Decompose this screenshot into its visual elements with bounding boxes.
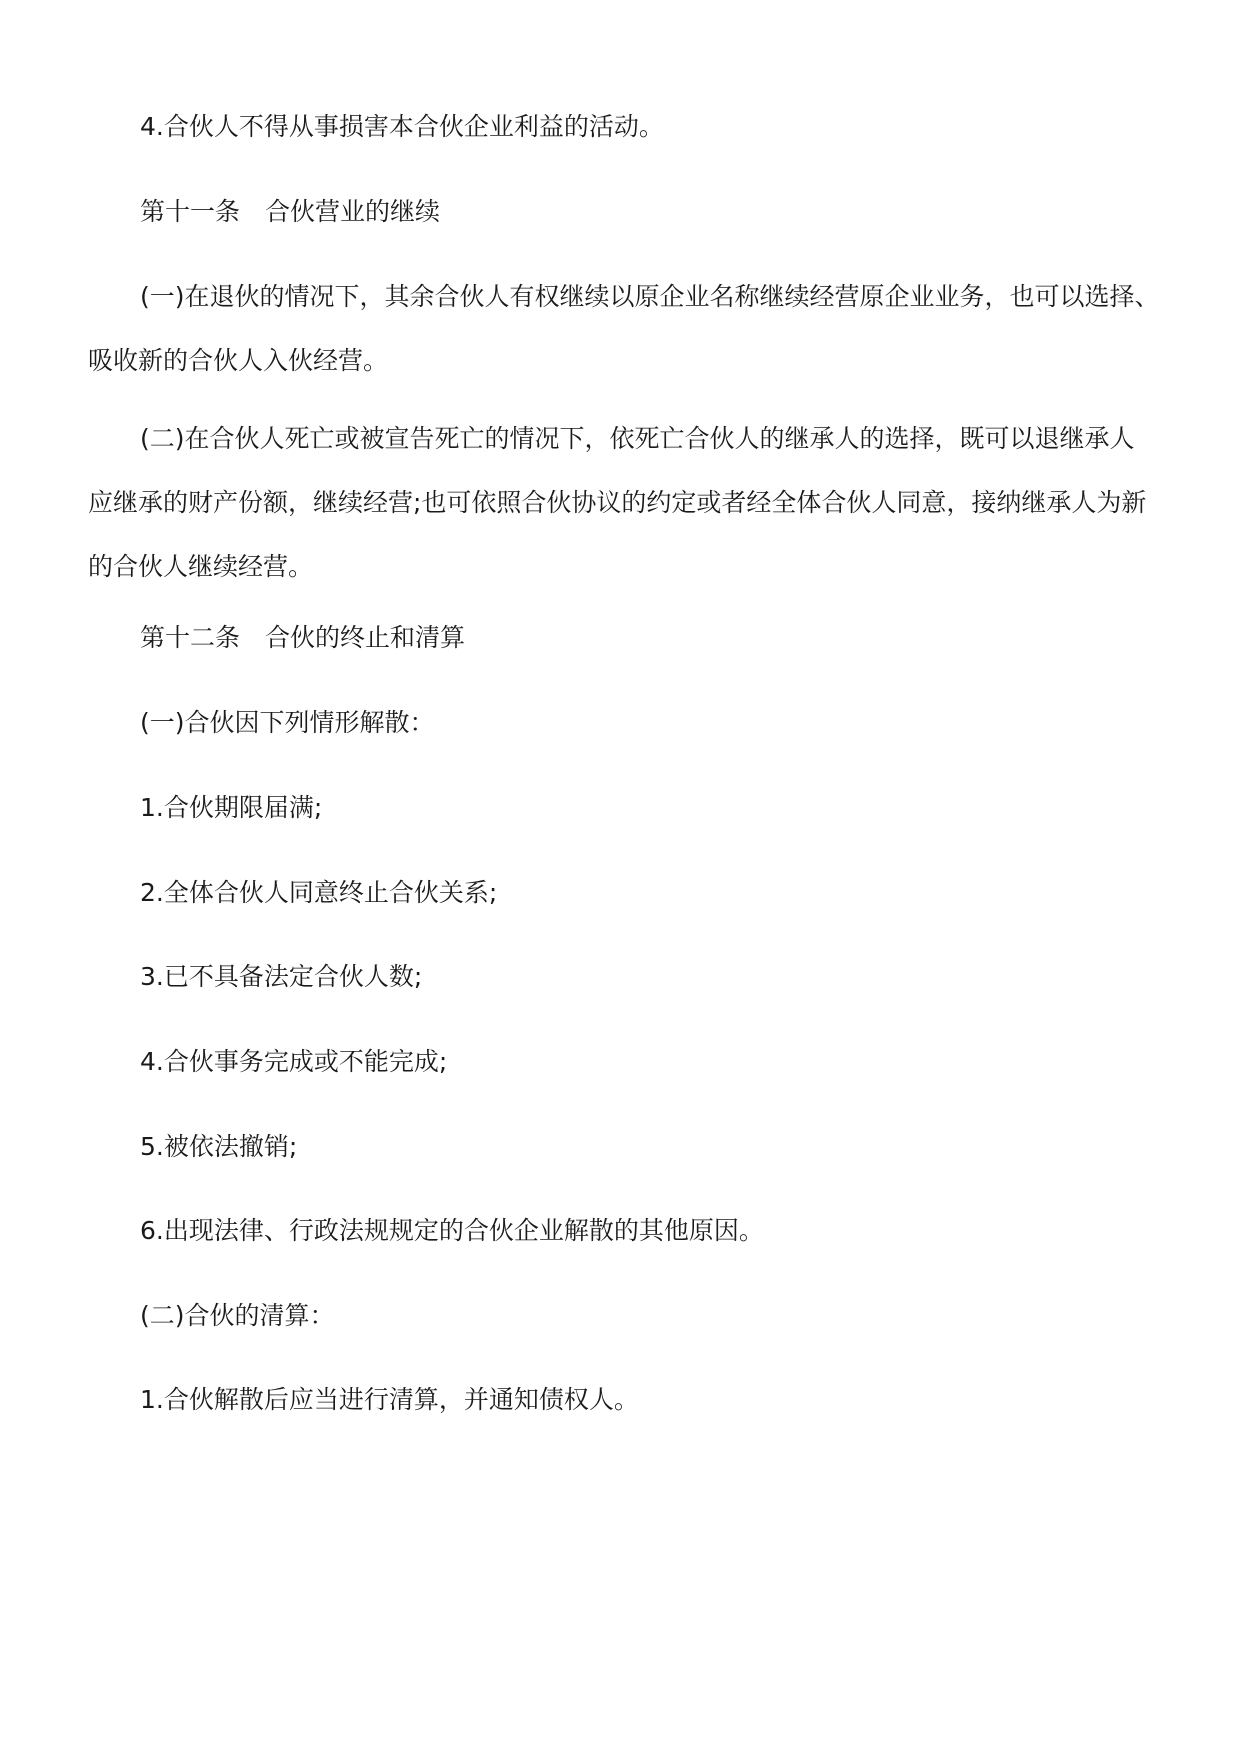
paragraph-line: 应继承的财产份额，继续经营;也可依照合伙协议的约定或者经全体合伙人同意，接纳继承人为新 xyxy=(88,488,1147,517)
article-11-section-1 xyxy=(88,265,1168,393)
paragraph-line: 5.被依法撤销; xyxy=(140,1132,298,1161)
paragraph-line: (一)合伙因下列情形解散： xyxy=(140,708,435,737)
paragraph-line: 4.合伙人不得从事损害本合伙企业利益的活动。 xyxy=(140,112,664,141)
paragraph-line: 第十一条 合伙营业的继续 xyxy=(140,197,441,226)
paragraph-line: (二)在合伙人死亡或被宣告死亡的情况下，依死亡合伙人的继承人的选择，既可以退继承人 xyxy=(140,424,1135,453)
dissolution-item-4 xyxy=(88,1030,1168,1094)
dissolution-item-5 xyxy=(88,1115,1168,1179)
paragraph-line: 2.全体合伙人同意终止合伙关系; xyxy=(140,878,498,907)
paragraph-line: 4.合伙事务完成或不能完成; xyxy=(140,1047,448,1076)
liquidation-item-1 xyxy=(88,1368,1168,1432)
paragraph-line: 3.已不具备法定合伙人数; xyxy=(140,962,423,991)
dissolution-item-6 xyxy=(88,1199,1168,1263)
dissolution-item-2 xyxy=(88,861,1168,925)
clause-item-4-no-harmful-activity xyxy=(88,95,1168,159)
article-12-section-1 xyxy=(88,691,1168,755)
paragraph-line: (二)合伙的清算： xyxy=(140,1301,335,1330)
paragraph-line: 1.合伙解散后应当进行清算，并通知债权人。 xyxy=(140,1385,639,1414)
article-12-section-2 xyxy=(88,1284,1168,1348)
dissolution-item-3 xyxy=(88,945,1168,1009)
paragraph-line: 第十二条 合伙的终止和清算 xyxy=(140,623,466,652)
paragraph-line: (一)在退伙的情况下，其余合伙人有权继续以原企业名称继续经营原企业业务，也可以选择、 xyxy=(140,282,1160,311)
article-11-section-2 xyxy=(88,407,1168,599)
paragraph-line: 吸收新的合伙人入伙经营。 xyxy=(88,346,389,375)
article-11-heading xyxy=(88,180,1168,244)
article-12-heading xyxy=(88,606,1168,670)
paragraph-line: 1.合伙期限届满; xyxy=(140,793,323,822)
dissolution-item-1 xyxy=(88,776,1168,840)
paragraph-line: 的合伙人继续经营。 xyxy=(88,552,314,581)
paragraph-line: 6.出现法律、行政法规规定的合伙企业解散的其他原因。 xyxy=(140,1216,764,1245)
